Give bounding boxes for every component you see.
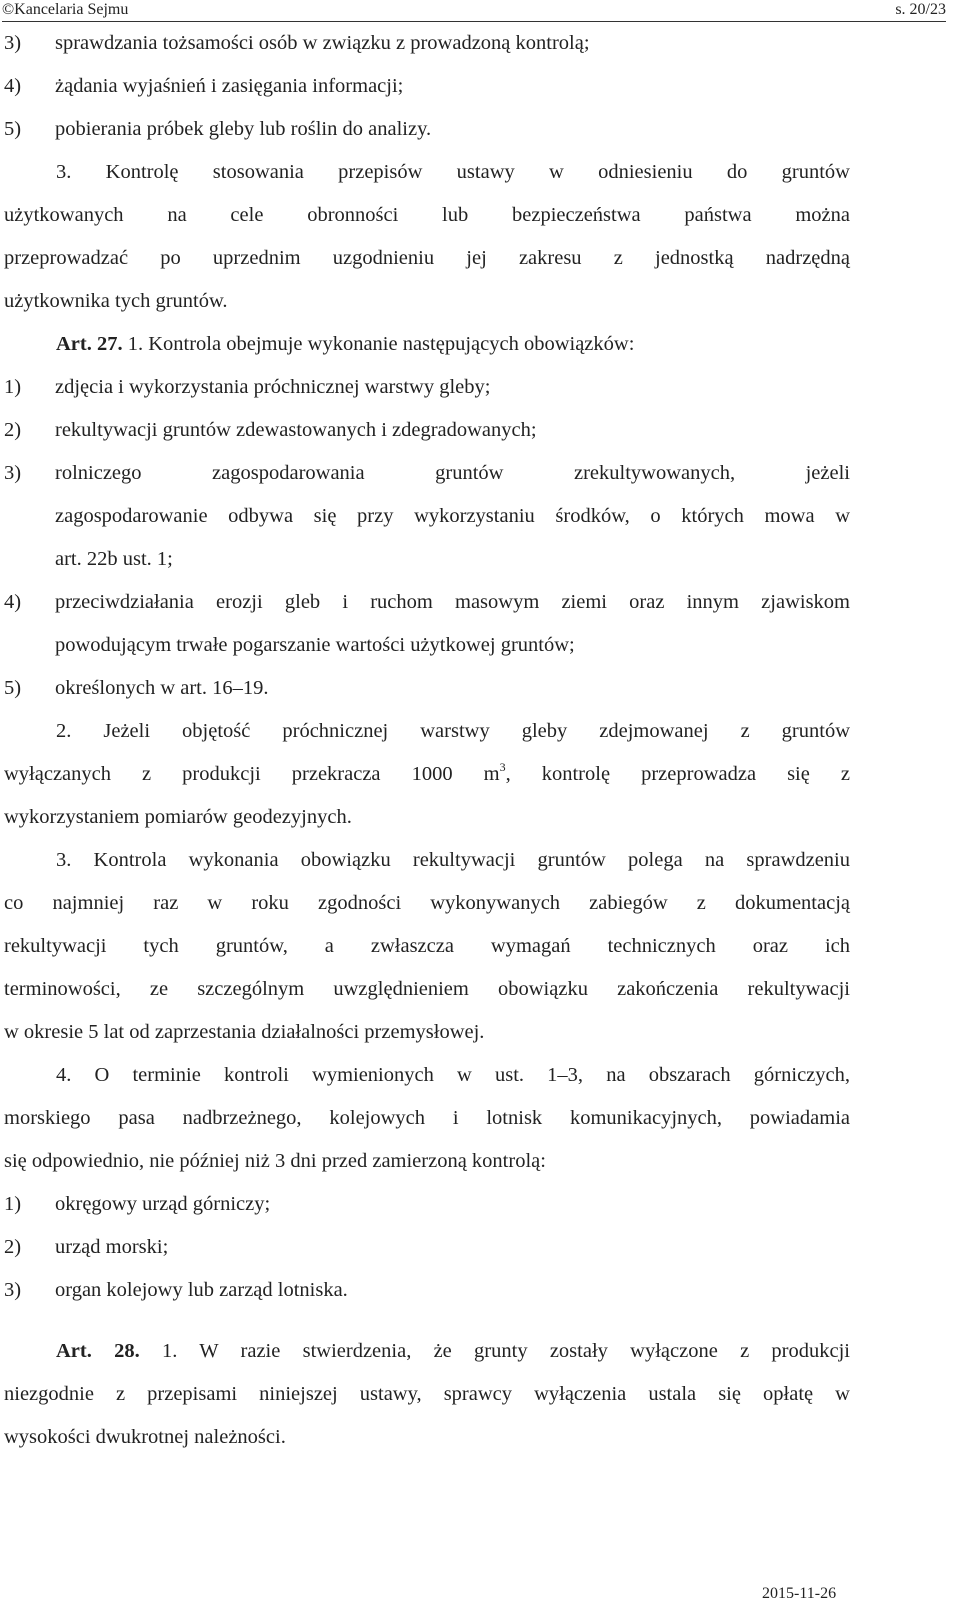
superscript: 3 xyxy=(499,760,506,774)
list-item: 5) pobierania próbek gleby lub roślin do analizy. xyxy=(4,118,432,140)
paragraph-line: wykorzystaniem pomiarów geodezyjnych. xyxy=(4,806,352,828)
paragraph-line: 3. Kontrolę stosowania przepisów ustawy w odniesieniu do gruntów xyxy=(56,161,850,183)
list-item: 2) rekultywacji gruntów zdewastowanych i zdegradowanych; xyxy=(4,419,537,441)
list-item-continuation: powodującym trwałe pogarszanie wartości użytkowej gruntów; xyxy=(55,634,575,656)
paragraph-line: niezgodnie z przepisami niniejszej ustawy, sprawcy wyłączenia ustala się opłatę w xyxy=(4,1383,850,1405)
list-item: 2) urząd morski; xyxy=(4,1236,169,1258)
list-item: 3) organ kolejowy lub zarząd lotniska. xyxy=(4,1279,348,1301)
page-header xyxy=(0,0,960,20)
paragraph-line: morskiego pasa nadbrzeżnego, kolejowych i lotnisk komunikacyjnych, powiadamia xyxy=(4,1107,850,1129)
list-item: 3) sprawdzania tożsamości osób w związku z prowadzoną kontrolą; xyxy=(4,32,590,54)
footer-date: 2015-11-26 xyxy=(762,1585,837,1602)
paragraph-line: użytkowanych na cele obronności lub bezpieczeństwa państwa można xyxy=(4,204,850,226)
list-item: 1) zdjęcia i wykorzystania próchnicznej warstwy gleby; xyxy=(4,376,491,398)
paragraph-line: terminowości, ze szczególnym uwzględnieniem obowiązku zakończenia rekultywacji xyxy=(4,978,850,1000)
header-copyright: ©Kancelaria Sejmu xyxy=(2,1,129,18)
header-page-number: s. 20/23 xyxy=(895,1,946,18)
paragraph-line: 3. Kontrola wykonania obowiązku rekultywacji gruntów polega na sprawdzeniu xyxy=(56,849,850,871)
article-label: Art. 28. xyxy=(56,1340,140,1362)
paragraph-line: wysokości dwukrotnej należności. xyxy=(4,1426,286,1448)
paragraph-line: wyłączanych z produkcji przekracza 1000 $m^3$, kontrolę przeprowadza się z xyxy=(4,760,850,785)
document-body xyxy=(4,22,850,1459)
list-item-continuation: zagospodarowanie odbywa się przy wykorzystaniu środków, o których mowa w xyxy=(55,505,850,527)
paragraph-line: użytkownika tych gruntów. xyxy=(4,290,228,312)
list-item: 5) określonych w art. 16–19. xyxy=(4,677,269,699)
paragraph-line: co najmniej raz w roku zgodności wykonywanych zabiegów z dokumentacją xyxy=(4,892,850,914)
paragraph-line: 2. Jeżeli objętość próchnicznej warstwy gleby zdejmowanej z gruntów xyxy=(56,720,850,742)
list-item: 4) żądania wyjaśnień i zasięgania informacji; xyxy=(4,75,404,97)
paragraph-line: rekultywacji tych gruntów, a zwłaszcza wymagań technicznych oraz ich xyxy=(4,935,850,957)
list-item-continuation: art. 22b ust. 1; xyxy=(55,548,173,570)
list-item: 3) rolniczego zagospodarowania gruntów zrekultywowanych, jeżeli xyxy=(4,462,850,484)
list-item: 1) okręgowy urząd górniczy; xyxy=(4,1193,271,1215)
paragraph-line: 4. O terminie kontroli wymienionych w ust. 1–3, na obszarach górniczych, xyxy=(56,1064,850,1086)
paragraph-line: w okresie 5 lat od zaprzestania działalności przemysłowej. xyxy=(4,1021,485,1043)
article-28-heading: Art. 28. 1. W razie stwierdzenia, że grunty zostały wyłączone z produkcji xyxy=(56,1340,850,1362)
list-item: 4) przeciwdziałania erozji gleb i ruchom masowym ziemi oraz innym zjawiskom xyxy=(4,591,850,613)
paragraph-line: przeprowadzać po uprzednim uzgodnieniu jej zakresu z jednostką nadrzędną xyxy=(4,247,850,269)
article-27-heading: Art. 27. 1. Kontrola obejmuje wykonanie następujących obowiązków: xyxy=(56,333,635,355)
paragraph-line: się odpowiednio, nie później niż 3 dni przed zamierzoną kontrolą: xyxy=(4,1150,546,1172)
article-label: Art. 27. xyxy=(56,333,123,355)
